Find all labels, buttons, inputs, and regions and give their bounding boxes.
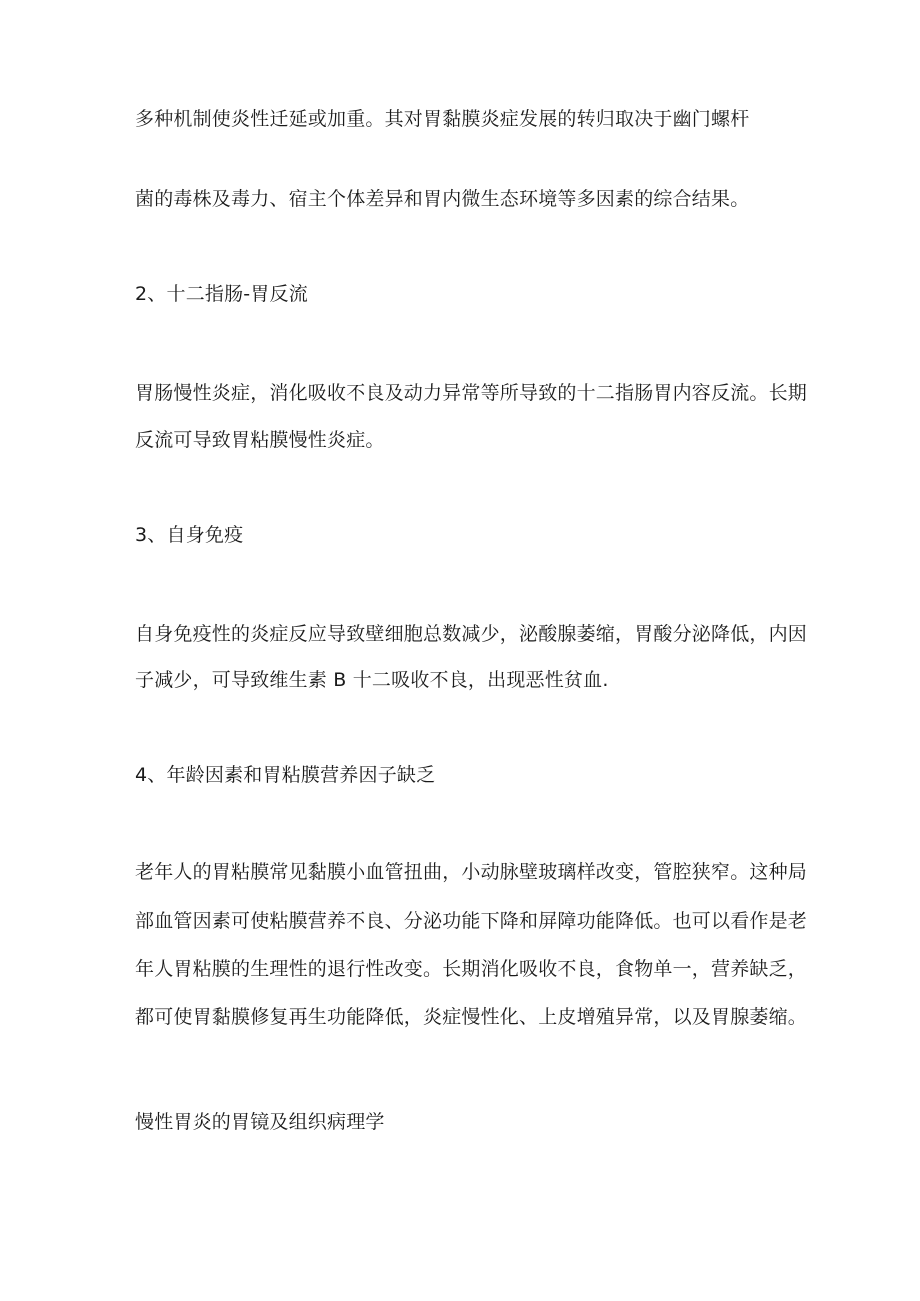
paragraph-line: 多种机制使炎性迁延或加重。其对胃黏膜炎症发展的转归取决于幽门螺杆	[135, 108, 750, 130]
paragraph-line: 反流可导致胃粘膜慢性炎症。	[135, 429, 385, 451]
section-heading: 3、自身免疫	[135, 524, 244, 546]
section-heading: 2、十二指肠-胃反流	[135, 283, 308, 305]
paragraph-line: 胃肠慢性炎症，消化吸收不良及动力异常等所导致的十二指肠胃内容反流。长期	[135, 382, 808, 404]
paragraph-line: 都可使胃黏膜修复再生功能降低，炎症慢性化、上皮增殖异常，以及胃腺萎缩。	[135, 1006, 808, 1028]
section-heading: 4、年龄因素和胃粘膜营养因子缺乏	[135, 764, 436, 786]
paragraph-line: 部血管因素可使粘膜营养不良、分泌功能下降和屏障功能降低。也可以看作是老	[135, 910, 808, 932]
paragraph-line: 年人胃粘膜的生理性的退行性改变。长期消化吸收不良，食物单一，营养缺乏，	[135, 958, 808, 980]
paragraph-line: 老年人的胃粘膜常见黏膜小血管扭曲，小动脉壁玻璃样改变，管腔狭窄。这种局	[135, 861, 808, 883]
paragraph-line: 子减少，可导致维生素 B 十二吸收不良，出现恶性贫血.	[135, 669, 609, 691]
paragraph-line: 自身免疫性的炎症反应导致壁细胞总数减少，泌酸腺萎缩，胃酸分泌降低，内因	[135, 623, 808, 645]
section-heading: 慢性胃炎的胃镜及组织病理学	[135, 1111, 385, 1133]
paragraph-line: 菌的毒株及毒力、宿主个体差异和胃内微生态环境等多因素的综合结果。	[135, 188, 750, 210]
